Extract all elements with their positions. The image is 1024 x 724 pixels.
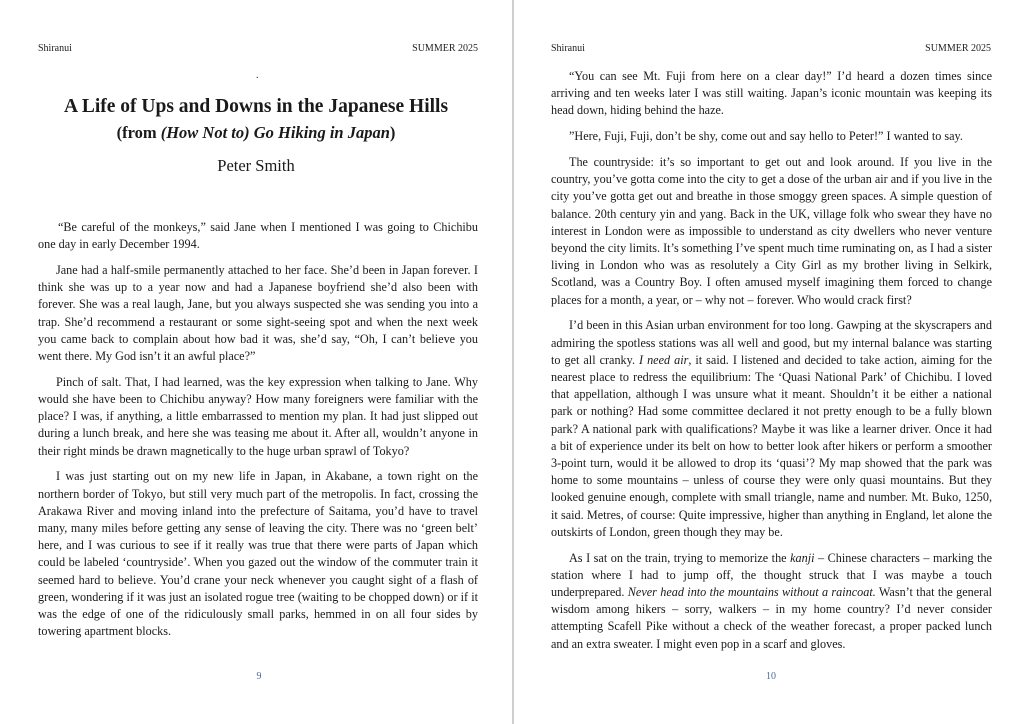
paragraph: Pinch of salt. That, I had learned, was the key expression when talking to Jane. Why would she have been to Chichibu anyway? How many foreigners were familiar with the place? I was, if anything, a little embarrassed to mention my plan. It had just slipped out during a lunch break, and here she was teasing me about it. After all, wouldn’t anyone in their right minds be drawn magnetically to the huge urban sprawl of Tokyo? — [38, 374, 478, 458]
journal-name: Shiranui — [38, 43, 72, 54]
paragraph: ”Here, Fuji, Fuji, don’t be shy, come out and say hello to Peter!” I wanted to say. — [569, 129, 963, 144]
body-text — [38, 219, 478, 649]
paragraph: The countryside: it’s so important to get out and look around. If you live in the country, you’ve gotta come into the city to get a dose of the urban air and if you live in the city you’ve gotta get out and breathe in those smoggy green spaces. A simple question of balance. 20th century yin and yang. Back in the UK, village folk who swear they have no interest in London were as impossible to understand as city dwellers who never venture beyond the city limits. It’s something I’ve spent much time ruminating on, as I had a sister living in London who was as resolutely a City Girl as my brother living in Selkirk, Scotland, was a Country Boy. I often amused myself imagining them forced to change places for a month, a year, or – why not – forever. Who would crack first? — [551, 155, 992, 307]
book-title: (How Not to) Go Hiking in Japan — [160, 123, 390, 142]
emphasis: I need air — [639, 352, 689, 367]
decorative-dot: . — [256, 70, 259, 81]
running-header — [38, 43, 478, 54]
author-name: Peter Smith — [217, 156, 295, 175]
page-number: 10 — [766, 671, 776, 682]
issue-label: SUMMER 2025 — [412, 43, 478, 54]
emphasis: kanji — [790, 550, 815, 565]
paragraph: I was just starting out on my new life in Japan, in Akabane, a town right on the northern border of Tokyo, but still very much part of the metropolis. In fact, crossing the Arakawa River and moving inland into the prefecture of Saitama, you’d have to travel many, many miles before getting any sense of leaving the city. There was no ‘green belt’ here, and I was curious to see if it really was true that there were parts of Japan which could be labeled ‘countryside’. When you gazed out the window of the commuter train it seemed hard to believe. You’d crane your neck whenever you caught sight of a flash of green, wondering if it was just an isolated rogue tree (waiting to be chopped down) or if it was the edge of one of the ridiculously small parks, hemmed in on all four sides by towering apartment blocks. — [38, 469, 478, 639]
paragraph: As I sat on the train, trying to memorize the kanji – Chinese characters – marking the station where I had to jump off, the thought struck that I was maybe a touch underprepared. Never head into the mountains without a raincoat. Wasn’t that the general wisdom among hikers – sorry, walkers – in my home country? I’d never consider attempting Scafell Pike without a check of the weather forecast, a proper packed lunch and an extra sweater. I might even pop in a scarf and gloves. — [551, 550, 993, 651]
issue-label: SUMMER 2025 — [925, 43, 991, 54]
paragraph: “Be careful of the monkeys,” said Jane when I mentioned I was going to Chichibu one day in early December 1994. — [38, 220, 478, 252]
paragraph: “You can see Mt. Fuji from here on a clear day!” I’d heard a dozen times since arriving and ten weeks later I was still waiting. Japan’s iconic mountain was keeping its head down, hiding behind the haze. — [551, 69, 992, 118]
article-title: A Life of Ups and Downs in the Japanese Hills — [63, 96, 449, 117]
right-page — [514, 0, 1024, 724]
paragraph: I’d been in this Asian urban environment for too long. Gawping at the skyscrapers and admiring the spotless stations was all well and good, but my internal balance was starting to get all cranky. I need air, it said. I listened and decided to take action, aiming for the nearest place to redress the equilibrium: The ‘Quasi National Park’ of Chichibu. I loved that appellation, although I was unsure what it meant. Shouldn’t it be either a national park or nothing? Had some committee declared it not pretty enough to be a fully blown park? A national park with qualifications? Maybe it was like a learner driver. Once it had a bit of experience under its belt on how to better look after hikers or perform a smoother 3-point turn, would it be allowed to drop its ‘quasi’? My map showed that the park was home to some mountains – unless of course they were only quasi mountains. But they looked genuine enough, complete with small triangle, name and number. Mt. Buko, 1250, it said. Metres, of course: Quite impressive, higher than anything in England, let alone the outskirts of London, green though they may be. — [551, 318, 992, 539]
running-header — [551, 43, 991, 54]
emphasis: Never head into the mountains without a raincoat. — [627, 585, 876, 600]
journal-name: Shiranui — [551, 43, 585, 54]
page-number: 9 — [256, 671, 262, 682]
article-subtitle: (from (How Not to) Go Hiking in Japan) — [116, 123, 396, 142]
paragraph: Jane had a half-smile permanently attached to her face. She’d been in Japan forever. I think she was up to a year now and had a Japanese boyfriend she’d also been with forever. She was a real laugh, Jane, but you always suspected she was sending you into a trap. She’d recommend a restaurant or some sight-seeing spot and when the next week you came back to complain about how bad it was, she’d say, “Oh, I can’t believe you went there. My God isn’t it an awful place?” — [38, 263, 478, 364]
body-text — [551, 68, 992, 661]
